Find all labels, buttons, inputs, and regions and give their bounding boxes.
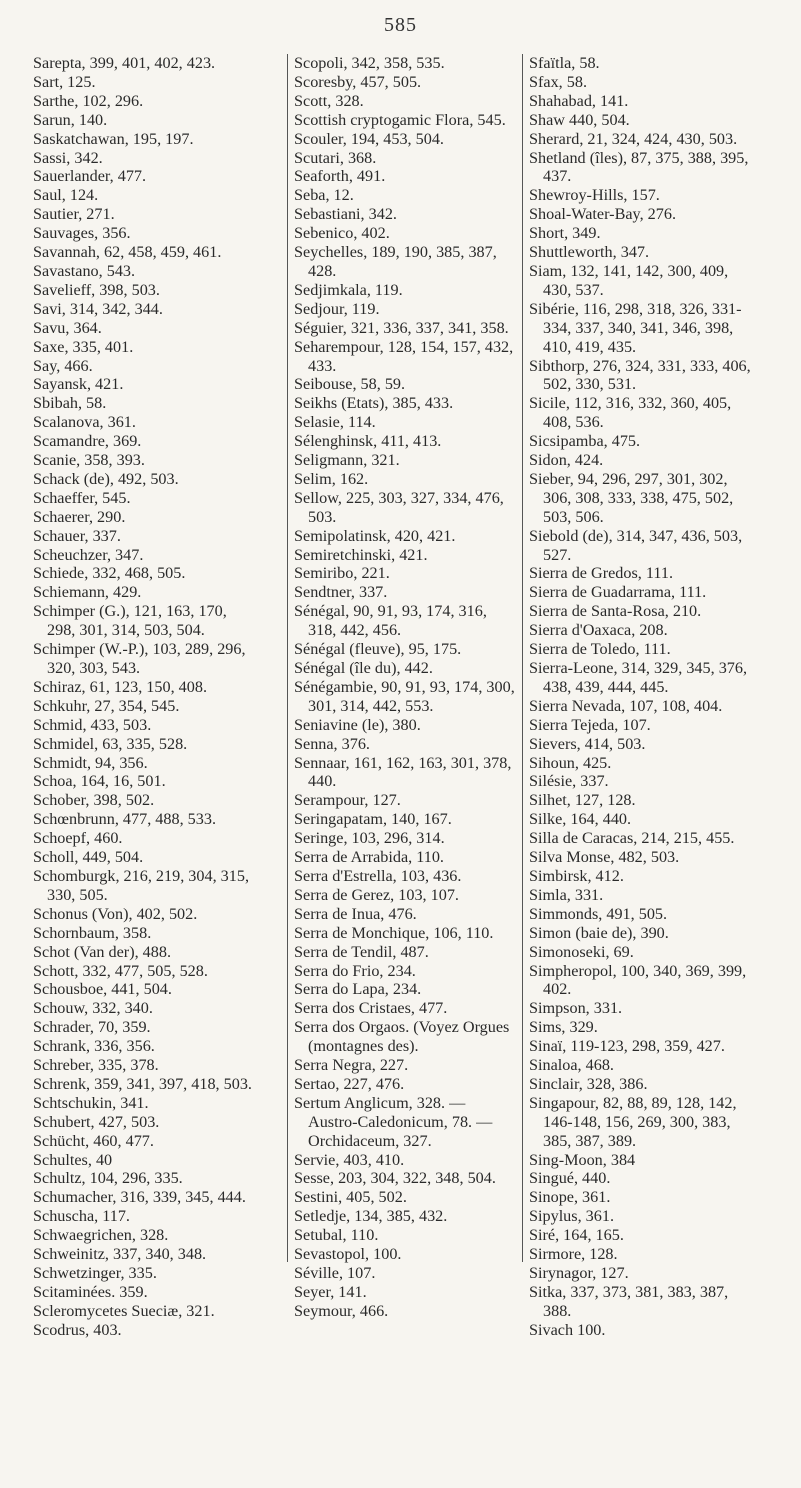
index-entry: Scoresby, 457, 505. bbox=[294, 72, 422, 91]
index-entry: Serra Negra, 227. bbox=[294, 1056, 409, 1075]
index-entry: Scutari, 368. bbox=[294, 148, 377, 167]
index-entry: Silla de Caracas, 214, 215, 455. bbox=[529, 829, 735, 848]
index-entry: Serra d'Estrella, 103, 436. bbox=[294, 866, 462, 885]
index-entry: Silésie, 337. bbox=[529, 772, 609, 791]
index-entry: Seligmann, 321. bbox=[294, 451, 400, 470]
index-entry: Seringapatam, 140, 167. bbox=[294, 810, 452, 829]
index-entry: Simonoseki, 69. bbox=[529, 942, 634, 961]
index-entry: Serra de Inua, 476. bbox=[294, 904, 417, 923]
index-entry: Serra de Arrabida, 110. bbox=[294, 848, 444, 867]
index-entry: Seba, 12. bbox=[294, 186, 354, 205]
index-entry: Scamandre, 369. bbox=[33, 432, 142, 451]
index-entry: Simmonds, 491, 505. bbox=[529, 904, 668, 923]
index-entry: Sivach 100. bbox=[529, 1320, 606, 1339]
index-entry: Scodrus, 403. bbox=[33, 1320, 122, 1339]
index-entry: Sautier, 271. bbox=[33, 205, 115, 224]
index-entry: Seharempour, 128, 154, 157, 432, 433. bbox=[294, 337, 514, 375]
index-entry: Savelieff, 398, 503. bbox=[33, 280, 160, 299]
index-entry: Schot (Van der), 488. bbox=[33, 942, 172, 961]
index-entry: Seyer, 141. bbox=[294, 1282, 367, 1301]
index-entry: Seniavine (le), 380. bbox=[294, 715, 421, 734]
index-entry: Scouler, 194, 453, 504. bbox=[294, 129, 444, 148]
index-entry: Sauerlander, 477. bbox=[33, 167, 147, 186]
index-entry: Sirynagor, 127. bbox=[529, 1264, 629, 1282]
index-entry: Simpson, 331. bbox=[529, 999, 623, 1018]
index-entry: Sauvages, 356. bbox=[33, 224, 131, 243]
index-entry: Sennaar, 161, 162, 163, 301, 378, 440. bbox=[294, 753, 512, 791]
index-entry: Sims, 329. bbox=[529, 1018, 598, 1037]
index-entry: Shewroy-Hills, 157. bbox=[529, 186, 660, 205]
index-entry: Scopoli, 342, 358, 535. bbox=[294, 54, 445, 72]
index-entry: Sénégal (île du), 442. bbox=[294, 659, 433, 677]
index-entry: Schaerer, 290. bbox=[33, 507, 126, 526]
index-entry: Singué, 440. bbox=[529, 1169, 611, 1188]
index-entry: Scitaminées. 359. bbox=[33, 1282, 148, 1301]
index-entry: Schrader, 70, 359. bbox=[33, 1018, 151, 1037]
index-entry: Senna, 376. bbox=[294, 734, 370, 753]
index-entry: Setubal, 110. bbox=[294, 1226, 379, 1245]
index-entry: Sfaïtla, 58. bbox=[529, 54, 600, 72]
index-entry: Sierra d'Oaxaca, 208. bbox=[529, 621, 668, 640]
index-entry: Sendtner, 337. bbox=[294, 583, 388, 602]
index-entry: Sénégal, 90, 91, 93, 174, 316, 318, 442, 456. bbox=[294, 602, 487, 640]
index-entry: Silva Monse, 482, 503. bbox=[529, 848, 680, 867]
index-entry: Schreber, 335, 378. bbox=[33, 1056, 159, 1075]
index-entry: Sénégambie, 90, 91, 93, 174, 300, 301, 314, 442, 553. bbox=[294, 677, 515, 715]
index-entry: Sirmore, 128. bbox=[529, 1245, 618, 1264]
index-entry: Scheuchzer, 347. bbox=[33, 545, 144, 564]
index-entry: Sierra de Guadarrama, 111. bbox=[529, 583, 707, 602]
index-entry: Sipylus, 361. bbox=[529, 1207, 615, 1226]
index-entry: Schauer, 337. bbox=[33, 526, 121, 545]
index-entry: Serra do Frio, 234. bbox=[294, 961, 416, 980]
index-entry: Sierra Nevada, 107, 108, 404. bbox=[529, 696, 723, 715]
index-entry: Scanie, 358, 393. bbox=[33, 451, 145, 470]
index-entry: Schoa, 164, 16, 501. bbox=[33, 772, 166, 791]
index-entry: Sedjour, 119. bbox=[294, 299, 380, 318]
index-entry: Schott, 332, 477, 505, 528. bbox=[33, 961, 208, 980]
index-entry: Silhet, 127, 128. bbox=[529, 791, 636, 810]
index-entry: Say, 466. bbox=[33, 356, 93, 375]
index-entry: Schomburgk, 216, 219, 304, 315, 330, 505. bbox=[33, 866, 249, 904]
index-entry: Sinope, 361. bbox=[529, 1188, 611, 1207]
index-entry: Sierra Tejeda, 107. bbox=[529, 715, 651, 734]
index-entry: Scleromycetes Sueciæ, 321. bbox=[33, 1301, 215, 1320]
index-entry: Schonus (Von), 402, 502. bbox=[33, 904, 198, 923]
index-entry: Sarepta, 399, 401, 402, 423. bbox=[33, 54, 216, 72]
index-entry: Siam, 132, 141, 142, 300, 409, 430, 537. bbox=[529, 261, 729, 299]
index-entry: Serampour, 127. bbox=[294, 791, 401, 810]
index-entry: Savastano, 543. bbox=[33, 261, 136, 280]
index-entry: Schimper (G.), 121, 163, 170, 298, 301, 314, 503, 504. bbox=[33, 602, 227, 640]
index-entry: Shahabad, 141. bbox=[529, 91, 629, 110]
index-entry: Schaeffer, 545. bbox=[33, 488, 131, 507]
index-entry: Schornbaum, 358. bbox=[33, 923, 152, 942]
index-entry: Scalanova, 361. bbox=[33, 413, 136, 432]
index-entry: Schtschukin, 341. bbox=[33, 1093, 149, 1112]
index-entry: Simon (baie de), 390. bbox=[529, 923, 669, 942]
index-column-1 bbox=[33, 54, 253, 1340]
index-entry: Sarun, 140. bbox=[33, 110, 108, 129]
index-entry: Schiemann, 429. bbox=[33, 583, 142, 602]
index-entry: Seringe, 103, 296, 314. bbox=[294, 829, 445, 848]
index-entry: Schumacher, 316, 339, 345, 444. bbox=[33, 1188, 246, 1207]
index-entry: Schultes, 40 bbox=[33, 1150, 113, 1169]
index-entry: Simla, 331. bbox=[529, 885, 604, 904]
index-entry: Schubert, 427, 503. bbox=[33, 1112, 160, 1131]
index-entry: Savi, 314, 342, 344. bbox=[33, 299, 163, 318]
index-entry: Selim, 162. bbox=[294, 469, 369, 488]
index-entry: Sertao, 227, 476. bbox=[294, 1074, 405, 1093]
index-entry: Sidon, 424. bbox=[529, 451, 604, 470]
index-entry: Schober, 398, 502. bbox=[33, 791, 155, 810]
index-entry: Schkuhr, 27, 354, 545. bbox=[33, 696, 180, 715]
index-entry: Sebenico, 402. bbox=[294, 224, 390, 243]
index-entry: Seychelles, 189, 190, 385, 387, 428. bbox=[294, 243, 497, 280]
index-entry: Sierra de Toledo, 111. bbox=[529, 640, 671, 659]
index-entry: Sélenghinsk, 411, 413. bbox=[294, 432, 442, 451]
index-entry: Simpheropol, 100, 340, 369, 399, 402. bbox=[529, 961, 747, 999]
index-entry: Silke, 164, 440. bbox=[529, 810, 632, 829]
index-entry: Saul, 124. bbox=[33, 186, 99, 205]
index-entry: Seymour, 466. bbox=[294, 1301, 389, 1320]
index-entry: Sertum Anglicum, 328. — Austro-Caledonicum, 78. — Orchidaceum, 327. bbox=[294, 1093, 493, 1150]
page-number: 585 bbox=[384, 14, 417, 36]
index-entry: Sayansk, 421. bbox=[33, 375, 124, 394]
index-entry: Selasie, 114. bbox=[294, 413, 376, 432]
index-entry: Semiretchinski, 421. bbox=[294, 545, 428, 564]
index-entry: Serra de Gerez, 103, 107. bbox=[294, 885, 459, 904]
index-entry: Serra de Tendil, 487. bbox=[294, 942, 429, 961]
index-entry: Sihoun, 425. bbox=[529, 753, 612, 772]
index-entry: Sbibah, 58. bbox=[33, 394, 107, 413]
index-entry: Sibthorp, 276, 324, 331, 333, 406, 502, 330, 531. bbox=[529, 356, 751, 394]
index-entry: Schoepf, 460. bbox=[33, 829, 123, 848]
index-entry: Shetland (îles), 87, 375, 388, 395, 437. bbox=[529, 148, 749, 186]
index-entry: Servie, 403, 410. bbox=[294, 1150, 405, 1169]
index-entry: Sarthe, 102, 296. bbox=[33, 91, 144, 110]
index-entry: Saskatchawan, 195, 197. bbox=[33, 129, 194, 148]
index-entry: Serra dos Orgaos. (Voyez Orgues (montagnes des). bbox=[294, 1018, 510, 1056]
index-entry: Schultz, 104, 296, 335. bbox=[33, 1169, 183, 1188]
index-entry: Scott, 328. bbox=[294, 91, 364, 110]
index-entry: Sinaï, 119-123, 298, 359, 427. bbox=[529, 1037, 725, 1056]
index-entry: Sherard, 21, 324, 424, 430, 503. bbox=[529, 129, 738, 148]
index-entry: Serra dos Cristaes, 477. bbox=[294, 999, 448, 1018]
index-entry: Savannah, 62, 458, 459, 461. bbox=[33, 243, 222, 262]
index-entry: Sibérie, 116, 298, 318, 326, 331-334, 337, 340, 341, 346, 398, 410, 419, 435. bbox=[529, 299, 742, 356]
index-entry: Schwaegrichen, 328. bbox=[33, 1226, 169, 1245]
index-entry: Short, 349. bbox=[529, 224, 601, 243]
index-entry: Schwetzinger, 335. bbox=[33, 1264, 157, 1282]
index-entry: Seibouse, 58, 59. bbox=[294, 375, 406, 394]
index-entry: Schücht, 460, 477. bbox=[33, 1131, 154, 1150]
index-entry: Séguier, 321, 336, 337, 341, 358. bbox=[294, 318, 509, 337]
index-entry: Sebastiani, 342. bbox=[294, 205, 397, 224]
index-entry: Schiede, 332, 468, 505. bbox=[33, 564, 186, 583]
index-entry: Sénégal (fleuve), 95, 175. bbox=[294, 640, 462, 659]
index-entry: Sierra de Gredos, 111. bbox=[529, 564, 673, 583]
index-entry: Sart, 125. bbox=[33, 72, 96, 91]
index-entry: Sierra de Santa-Rosa, 210. bbox=[529, 602, 702, 621]
index-entry: Sicile, 112, 316, 332, 360, 405, 408, 536. bbox=[529, 394, 732, 432]
index-entry: Sierra-Leone, 314, 329, 345, 376, 438, 439, 444, 445. bbox=[529, 659, 748, 696]
index-column-3 bbox=[522, 54, 759, 1339]
index-entry: Sedjimkala, 119. bbox=[294, 280, 403, 299]
index-column-2 bbox=[287, 54, 516, 1320]
index-entry: Schmidel, 63, 335, 528. bbox=[33, 734, 188, 753]
index-entry: Semiribo, 221. bbox=[294, 564, 390, 583]
index-entry: Sinclair, 328, 386. bbox=[529, 1074, 648, 1093]
index-entry: Sesse, 203, 304, 322, 348, 504. bbox=[294, 1169, 496, 1188]
index-entry: Schack (de), 492, 503. bbox=[33, 469, 179, 488]
index-entry: Sinaloa, 468. bbox=[529, 1056, 614, 1075]
index-entry: Shaw 440, 504. bbox=[529, 110, 630, 129]
index-entry: Serra do Lapa, 234. bbox=[294, 980, 422, 999]
index-entry: Savu, 364. bbox=[33, 318, 102, 337]
index-entry: Schweinitz, 337, 340, 348. bbox=[33, 1245, 207, 1264]
index-entry: Sitka, 337, 373, 381, 383, 387, 388. bbox=[529, 1282, 729, 1320]
index-entry: Seikhs (Etats), 385, 433. bbox=[294, 394, 454, 413]
index-entry: Schrenk, 359, 341, 397, 418, 503. bbox=[33, 1074, 252, 1093]
index-entry: Singapour, 82, 88, 89, 128, 142, 146-148, 156, 269, 300, 383, 385, 387, 389. bbox=[529, 1093, 737, 1150]
index-entry: Schuscha, 117. bbox=[33, 1207, 130, 1226]
index-entry: Schmid, 433, 503. bbox=[33, 715, 152, 734]
index-entry: Sevastopol, 100. bbox=[294, 1245, 402, 1264]
index-entry: Serra de Monchique, 106, 110. bbox=[294, 923, 494, 942]
index-entry: Semipolatinsk, 420, 421. bbox=[294, 526, 456, 545]
index-entry: Sievers, 414, 503. bbox=[529, 734, 646, 753]
index-entry: Sfax, 58. bbox=[529, 72, 587, 91]
index-entry: Sassi, 342. bbox=[33, 148, 103, 167]
index-entry: Sing-Moon, 384 bbox=[529, 1150, 636, 1169]
index-entry: Schousboe, 441, 504. bbox=[33, 980, 172, 999]
index-entry: Schimper (W.-P.), 103, 289, 296, 320, 303, 543. bbox=[33, 640, 246, 677]
index-entry: Schmidt, 94, 356. bbox=[33, 753, 148, 772]
index-entry: Sicsipamba, 475. bbox=[529, 432, 641, 451]
index-entry: Shuttleworth, 347. bbox=[529, 243, 650, 262]
index-entry: Shoal-Water-Bay, 276. bbox=[529, 205, 677, 224]
index-entry: Sestini, 405, 502. bbox=[294, 1188, 407, 1207]
index-entry: Saxe, 335, 401. bbox=[33, 337, 134, 356]
index-entry: Siré, 164, 165. bbox=[529, 1226, 624, 1245]
index-entry: Schiraz, 61, 123, 150, 408. bbox=[33, 677, 207, 696]
index-entry: Schrank, 336, 356. bbox=[33, 1037, 155, 1056]
index-entry: Scottish cryptogamic Flora, 545. bbox=[294, 110, 506, 129]
index-entry: Scholl, 449, 504. bbox=[33, 848, 144, 867]
index-entry: Séville, 107. bbox=[294, 1264, 376, 1282]
index-entry: Schouw, 332, 340. bbox=[33, 999, 153, 1018]
index-entry: Sellow, 225, 303, 327, 334, 476, 503. bbox=[294, 488, 504, 526]
index-entry: Setledje, 134, 385, 432. bbox=[294, 1207, 448, 1226]
index-entry: Simbirsk, 412. bbox=[529, 866, 624, 885]
index-entry: Seaforth, 491. bbox=[294, 167, 386, 186]
index-entry: Sieber, 94, 296, 297, 301, 302, 306, 308, 333, 338, 475, 502, 503, 506. bbox=[529, 469, 734, 526]
index-entry: Siebold (de), 314, 347, 436, 503, 527. bbox=[529, 526, 743, 564]
index-entry: Schœnbrunn, 477, 488, 533. bbox=[33, 810, 217, 829]
